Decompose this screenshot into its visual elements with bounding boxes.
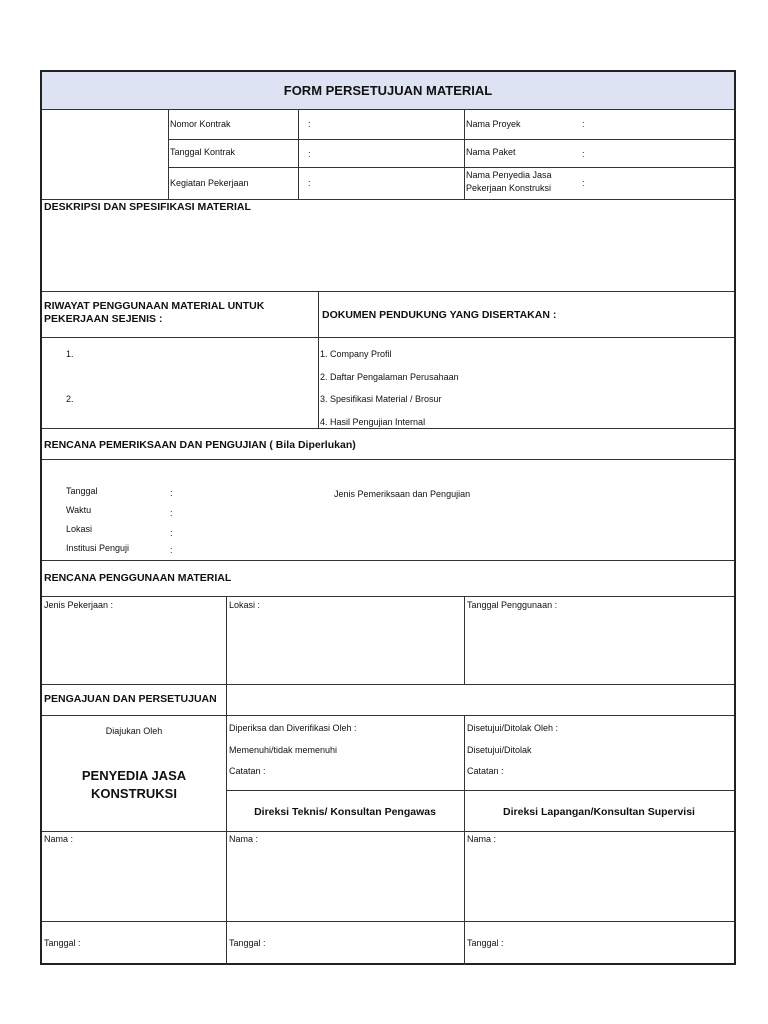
dokumen-heading: DOKUMEN PENDUKUNG YANG DISERTAKAN :: [322, 309, 557, 321]
penyedia-line2: KONSTRUKSI: [91, 786, 177, 801]
label-memenuhi: Memenuhi/tidak memenuhi: [229, 745, 338, 755]
divider: [42, 596, 734, 597]
riwayat-heading-line1: RIWAYAT PENGGUNAAN MATERIAL UNTUK: [44, 300, 265, 312]
divider: [318, 291, 319, 428]
label-nama: Nama :: [229, 834, 259, 844]
colon: :: [308, 149, 311, 159]
dokumen-item: 1. Company Profil: [320, 349, 392, 359]
direksi-teknis-heading: Direksi Teknis/ Konsultan Pengawas: [254, 806, 436, 818]
label-tanggal-penggunaan: Tanggal Penggunaan :: [467, 600, 558, 610]
pengajuan-heading: PENGAJUAN DAN PERSETUJUAN: [44, 693, 217, 705]
divider: [42, 459, 734, 460]
colon: :: [582, 119, 585, 129]
label-tanggal: Tanggal :: [467, 938, 504, 948]
rencana-pemeriksaan-heading: RENCANA PEMERIKSAAN DAN PENGUJIAN ( Bila Diperlukan): [44, 439, 356, 451]
label-jenis-pemeriksaan: Jenis Pemeriksaan dan Pengujian: [334, 489, 471, 499]
label-tanggal: Tanggal: [66, 486, 98, 496]
divider: [42, 428, 734, 429]
label-institusi-penguji: Institusi Penguji: [66, 543, 130, 553]
riwayat-item-1: 1.: [66, 349, 74, 359]
label-lokasi: Lokasi: [66, 524, 93, 534]
divider: [42, 337, 734, 338]
riwayat-heading-line2: PEKERJAAN SEJENIS :: [44, 313, 163, 325]
divider: [226, 790, 734, 791]
direksi-lapangan-heading: Direksi Lapangan/Konsultan Supervisi: [503, 806, 695, 818]
label-disetujui: Disetujui/Ditolak: [467, 745, 532, 755]
rencana-penggunaan-heading: RENCANA PENGGUNAAN MATERIAL: [44, 572, 232, 584]
colon: :: [170, 508, 173, 518]
penyedia-jasa-konstruksi: [42, 767, 226, 803]
riwayat-item-2: 2.: [66, 394, 74, 404]
divider: [168, 167, 734, 168]
label-nama-proyek: Nama Proyek: [466, 119, 521, 129]
label-jenis-pekerjaan: Jenis Pekerjaan :: [44, 600, 114, 610]
colon: :: [582, 178, 585, 188]
divider: [42, 921, 734, 922]
label-nama: Nama :: [44, 834, 74, 844]
deskripsi-heading: DESKRIPSI DAN SPESIFIKASI MATERIAL: [44, 201, 251, 213]
divider: [226, 684, 227, 965]
label-tanggal: Tanggal :: [229, 938, 266, 948]
divider: [42, 684, 734, 685]
divider: [42, 560, 734, 561]
label-waktu: Waktu: [66, 505, 92, 515]
label-lokasi: Lokasi :: [229, 600, 261, 610]
colon: :: [308, 178, 311, 188]
divider: [168, 139, 734, 140]
label-diajukan-oleh: Diajukan Oleh: [105, 726, 163, 736]
divider: [464, 109, 465, 199]
divider: [298, 109, 299, 199]
label-nama-paket: Nama Paket: [466, 147, 516, 157]
material-approval-form: [40, 70, 736, 965]
colon: :: [582, 149, 585, 159]
divider: [464, 715, 465, 965]
label-tanggal: Tanggal :: [44, 938, 81, 948]
label-tanggal-kontrak: Tanggal Kontrak: [170, 147, 236, 157]
colon: :: [308, 119, 311, 129]
divider: [168, 109, 169, 199]
label-catatan: Catatan :: [229, 766, 266, 776]
label-nama-penyedia-line2: Pekerjaan Konstruksi: [466, 183, 552, 193]
riwayat-heading: [44, 300, 314, 326]
label-nama: Nama :: [467, 834, 497, 844]
label-nomor-kontrak: Nomor Kontrak: [170, 119, 231, 129]
divider: [42, 715, 734, 716]
colon: :: [170, 528, 173, 538]
dokumen-item: 3. Spesifikasi Material / Brosur: [320, 394, 442, 404]
label-catatan: Catatan :: [467, 766, 504, 776]
label-nama-penyedia: Nama Penyedia Jasa: [466, 170, 552, 180]
colon: :: [170, 545, 173, 555]
label-disetujui-oleh: Disetujui/Ditolak Oleh :: [467, 723, 559, 733]
divider: [464, 596, 465, 684]
divider: [42, 199, 734, 200]
colon: :: [170, 488, 173, 498]
divider: [42, 831, 734, 832]
dokumen-item: 2. Daftar Pengalaman Perusahaan: [320, 372, 459, 382]
divider: [226, 596, 227, 684]
form-title: FORM PERSETUJUAN MATERIAL: [283, 83, 493, 98]
dokumen-item: 4. Hasil Pengujian Internal: [320, 417, 426, 427]
label-diperiksa: Diperiksa dan Diverifikasi Oleh :: [229, 723, 357, 733]
penyedia-line1: PENYEDIA JASA: [81, 768, 187, 783]
divider: [42, 291, 734, 292]
label-kegiatan-pekerjaan: Kegiatan Pekerjaan: [170, 178, 249, 188]
